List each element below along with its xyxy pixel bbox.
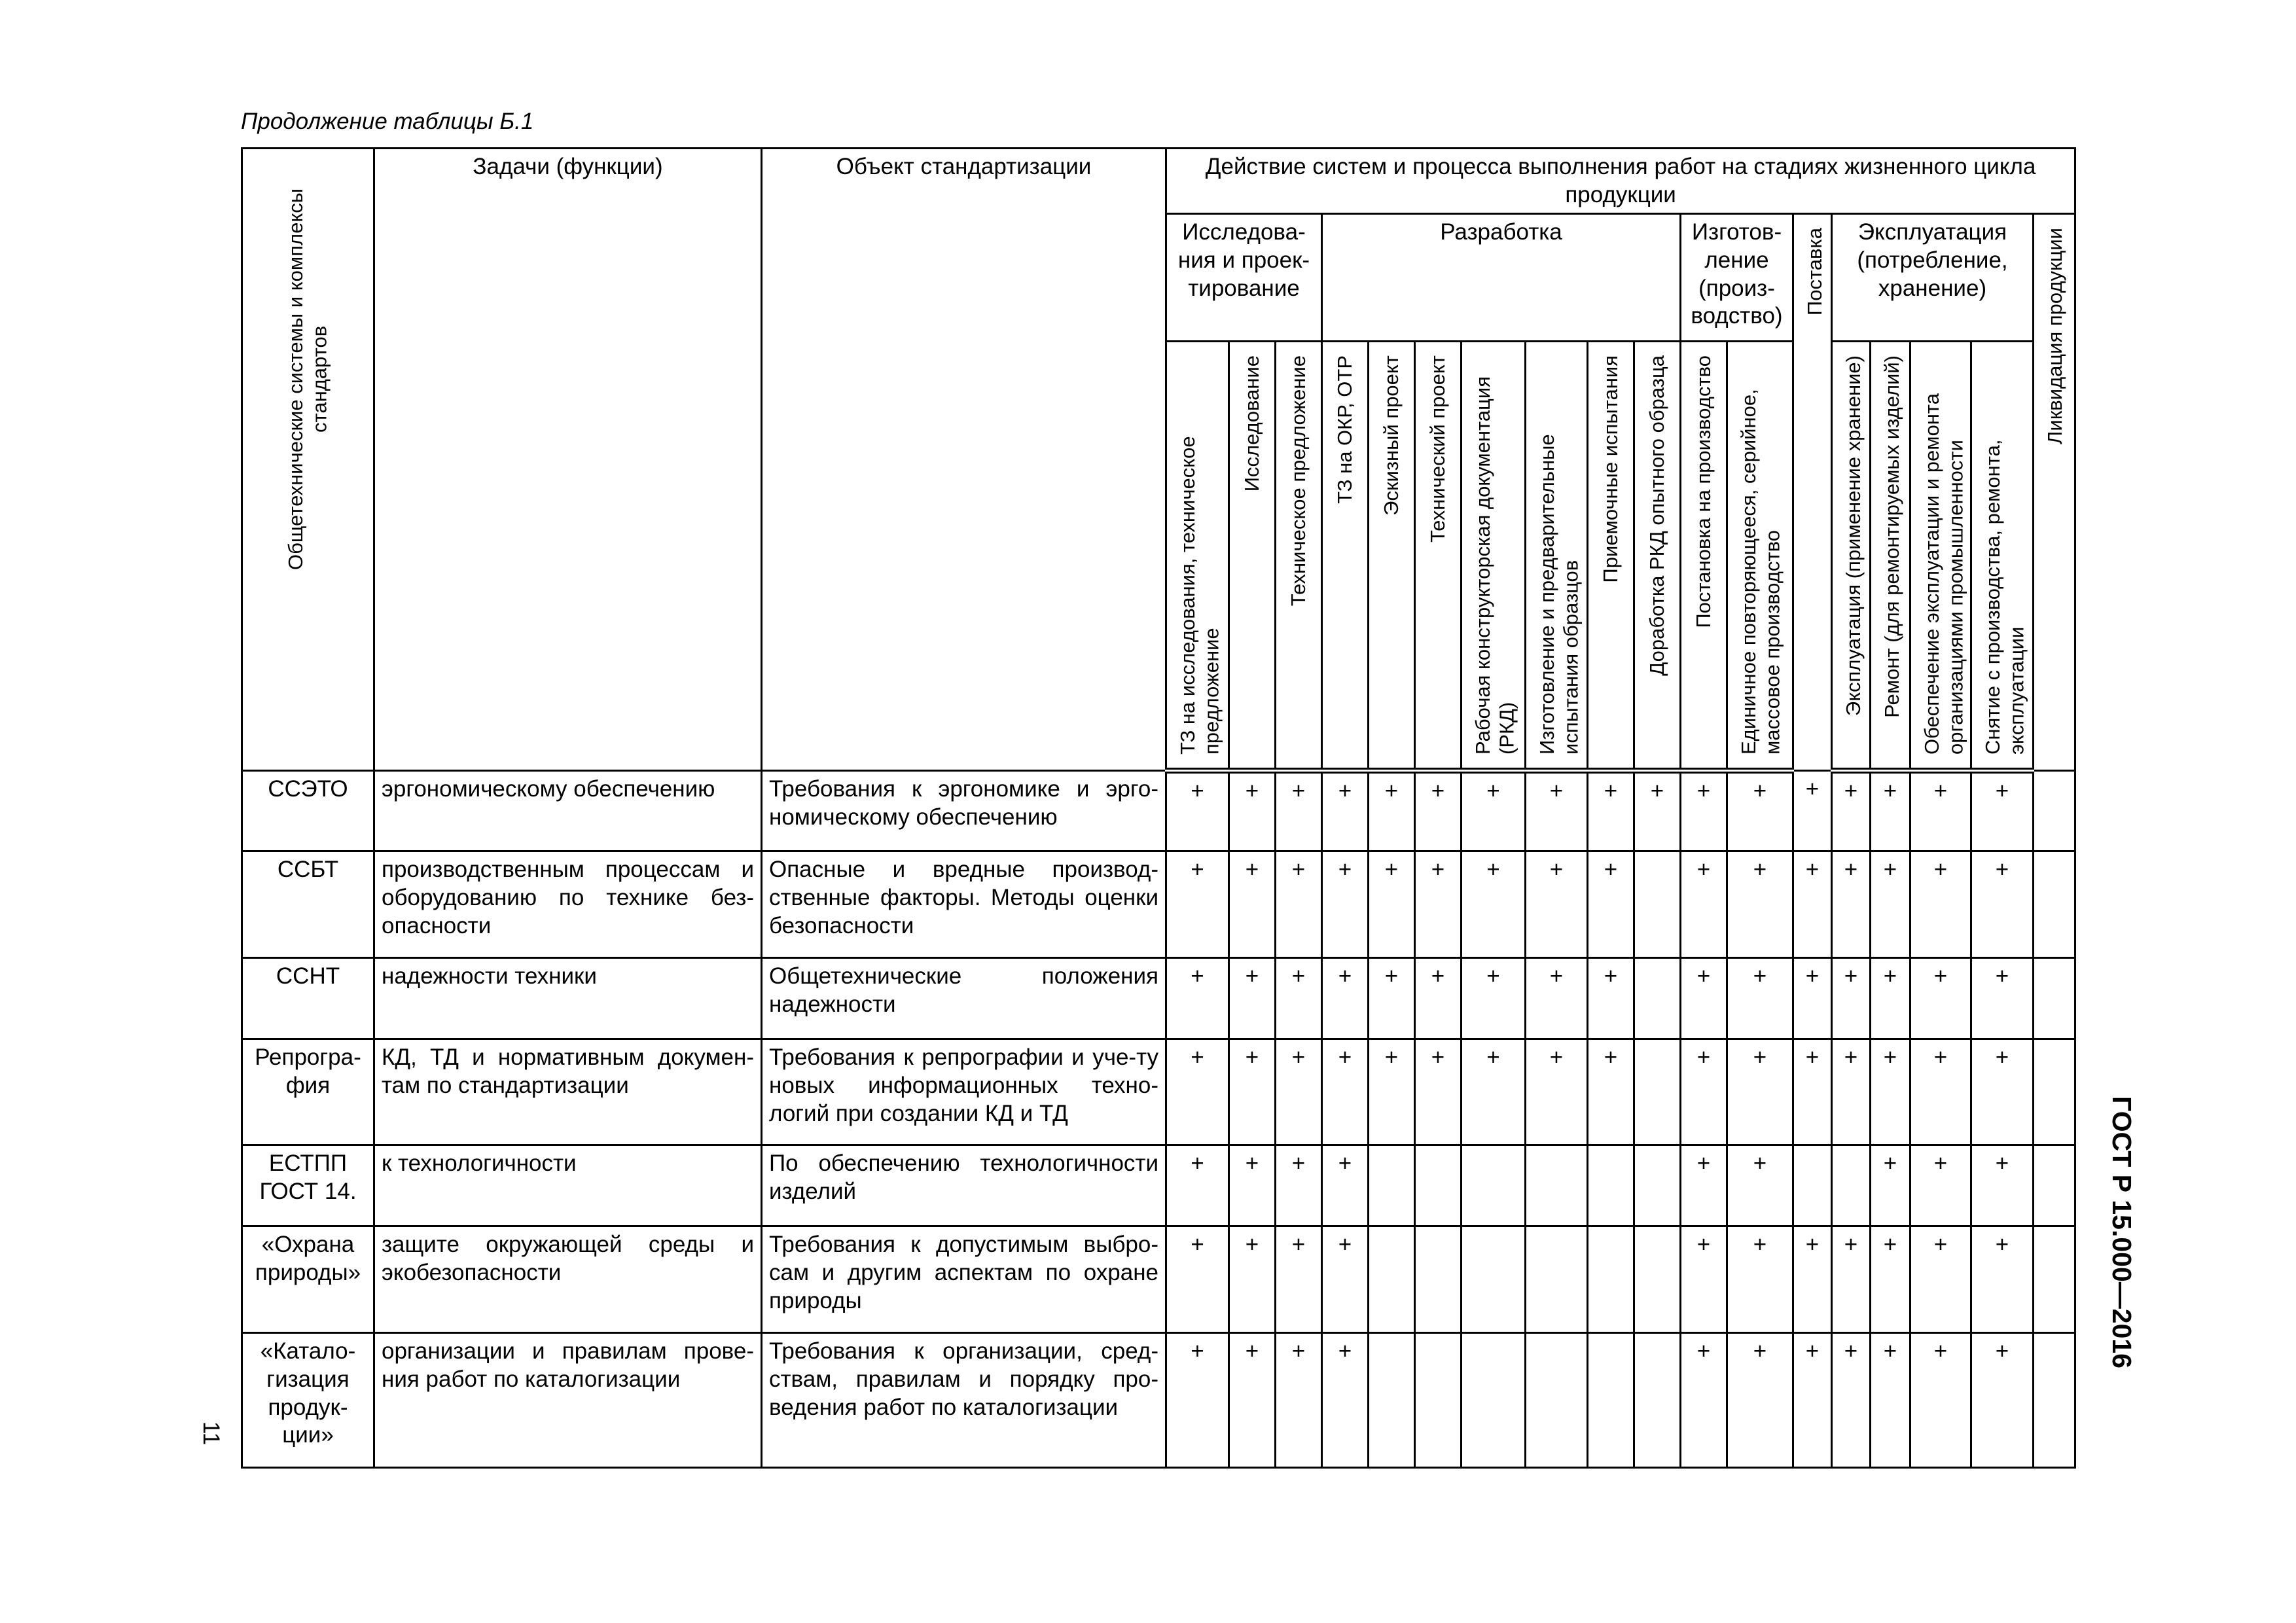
system-cell: ССБТ <box>242 851 374 958</box>
table-row <box>242 1333 2075 1468</box>
mark-cell: + <box>1910 1145 1971 1226</box>
mark-cell: + <box>1971 1226 2034 1333</box>
mark-cell <box>1634 851 1681 958</box>
mark-cell: + <box>1588 771 1634 851</box>
mark-cell <box>2034 851 2075 958</box>
mark-cell: + <box>1832 1039 1871 1145</box>
mark-cell: + <box>1871 1145 1910 1226</box>
mark-cell <box>1415 1333 1462 1468</box>
task-cell: производственным процессам и оборудованию по технике без-опасности <box>374 851 762 958</box>
mark-cell: + <box>1871 958 1910 1039</box>
stage-header: Ремонт (для ремонтируемых изделий) <box>1871 342 1910 771</box>
mark-cell: + <box>1415 1039 1462 1145</box>
stage-header: Изготовление и предварительные испытания образцов <box>1526 342 1588 771</box>
mark-cell: + <box>1971 851 2034 958</box>
mark-cell <box>2034 1145 2075 1226</box>
mark-cell: + <box>1526 1039 1588 1145</box>
mark-cell: + <box>1322 771 1369 851</box>
mark-cell <box>2034 1333 2075 1468</box>
mark-cell: + <box>1910 771 1971 851</box>
mark-cell: + <box>1681 958 1727 1039</box>
mark-cell: + <box>1910 851 1971 958</box>
mark-cell: + <box>1415 771 1462 851</box>
mark-cell: + <box>1681 1145 1727 1226</box>
table-row <box>242 1039 2075 1145</box>
mark-cell: + <box>1910 1333 1971 1468</box>
mark-cell: + <box>1681 1333 1727 1468</box>
mark-cell: + <box>1276 1145 1322 1226</box>
stage-header: Исследование <box>1229 342 1276 771</box>
mark-cell: + <box>1910 1039 1971 1145</box>
stage-header: Технический проект <box>1415 342 1462 771</box>
mark-cell: + <box>1229 1226 1276 1333</box>
mark-cell: + <box>1871 851 1910 958</box>
header-object: Объект стандартизации <box>762 149 1166 771</box>
mark-cell: + <box>1871 1226 1910 1333</box>
header-tasks: Задачи (функции) <box>374 149 762 771</box>
mark-cell <box>1369 1333 1415 1468</box>
task-cell: надежности техники <box>374 958 762 1039</box>
table-row <box>242 958 2075 1039</box>
task-cell: защите окружающей среды и экобезопасности <box>374 1226 762 1333</box>
mark-cell <box>1588 1145 1634 1226</box>
mark-cell: + <box>1793 851 1832 958</box>
table-row <box>242 1226 2075 1333</box>
mark-cell: + <box>1681 1226 1727 1333</box>
mark-cell <box>1415 1145 1462 1226</box>
mark-cell: + <box>1588 958 1634 1039</box>
mark-cell: + <box>1166 1226 1229 1333</box>
mark-cell: + <box>1166 1039 1229 1145</box>
task-cell: эргономическому обеспечению <box>374 771 762 851</box>
mark-cell: + <box>1322 1039 1369 1145</box>
mark-cell: + <box>1229 771 1276 851</box>
mark-cell <box>2034 1039 2075 1145</box>
mark-cell: + <box>1369 958 1415 1039</box>
mark-cell <box>1462 1145 1526 1226</box>
stage-header: Эксплуатация (применение хранение) <box>1832 342 1871 771</box>
mark-cell: + <box>1727 851 1793 958</box>
mark-cell: + <box>1322 1145 1369 1226</box>
system-cell: «Охрана природы» <box>242 1226 374 1333</box>
mark-cell: + <box>1229 958 1276 1039</box>
mark-cell: + <box>1322 1226 1369 1333</box>
mark-cell: + <box>1832 771 1871 851</box>
mark-cell: + <box>1166 1333 1229 1468</box>
stage-header: Поставка <box>1793 214 1832 771</box>
mark-cell: + <box>1971 771 2034 851</box>
mark-cell <box>1634 1145 1681 1226</box>
stage-header: ТЗ на исследования, техническое предложение <box>1166 342 1229 771</box>
mark-cell: + <box>1727 1039 1793 1145</box>
document-code: ГОСТ Р 15.000—2016 <box>2107 1096 2137 1368</box>
mark-cell: + <box>1588 1039 1634 1145</box>
object-cell: Требования к репрографии и уче-ту новых информационных техно-логий при создании КД и ТД <box>762 1039 1166 1145</box>
mark-cell: + <box>1971 958 2034 1039</box>
table-row <box>242 1145 2075 1226</box>
mark-cell <box>1588 1333 1634 1468</box>
mark-cell: + <box>1832 851 1871 958</box>
mark-cell: + <box>1276 958 1322 1039</box>
system-cell: ЕСТПП ГОСТ 14. <box>242 1145 374 1226</box>
object-cell: По обеспечению технологичности изделий <box>762 1145 1166 1226</box>
mark-cell: + <box>1276 1226 1322 1333</box>
mark-cell: + <box>1369 771 1415 851</box>
mark-cell: + <box>1727 958 1793 1039</box>
mark-cell: + <box>1229 851 1276 958</box>
mark-cell: + <box>1462 958 1526 1039</box>
mark-cell: + <box>1526 851 1588 958</box>
mark-cell: + <box>1526 958 1588 1039</box>
mark-cell: + <box>1166 1145 1229 1226</box>
mark-cell <box>1369 1145 1415 1226</box>
mark-cell: + <box>1166 771 1229 851</box>
group-operation: Эксплуатация (потребление, хранение) <box>1832 214 2034 342</box>
object-cell: Требования к допустимым выбро-сам и другим аспектам по охране природы <box>762 1226 1166 1333</box>
group-development: Разработка <box>1322 214 1681 342</box>
object-cell: Общетехнические положения надежности <box>762 958 1166 1039</box>
mark-cell: + <box>1832 958 1871 1039</box>
object-cell: Требования к организации, сред-ствам, правилам и порядку про-ведения работ по каталогизации <box>762 1333 1166 1468</box>
mark-cell: + <box>1276 771 1322 851</box>
mark-cell: + <box>1369 1039 1415 1145</box>
standards-table <box>241 147 2076 1469</box>
mark-cell: + <box>1793 1333 1832 1468</box>
table-row <box>242 771 2075 851</box>
mark-cell: + <box>1727 1333 1793 1468</box>
mark-cell <box>1634 1226 1681 1333</box>
system-cell: ССНТ <box>242 958 374 1039</box>
mark-cell: + <box>1588 851 1634 958</box>
task-cell: к технологичности <box>374 1145 762 1226</box>
mark-cell <box>1793 1145 1832 1226</box>
mark-cell: + <box>1871 1039 1910 1145</box>
mark-cell: + <box>1832 1333 1871 1468</box>
mark-cell: + <box>1971 1145 2034 1226</box>
mark-cell: + <box>1229 1145 1276 1226</box>
mark-cell <box>1462 1333 1526 1468</box>
table-row <box>242 851 2075 958</box>
mark-cell <box>1634 1333 1681 1468</box>
mark-cell: + <box>1871 1333 1910 1468</box>
mark-cell: + <box>1727 1226 1793 1333</box>
mark-cell: + <box>1229 1039 1276 1145</box>
mark-cell: + <box>1793 771 1832 851</box>
mark-cell: + <box>1910 958 1971 1039</box>
system-cell: «Катало-гизация продук-ции» <box>242 1333 374 1468</box>
mark-cell <box>1526 1226 1588 1333</box>
header-systems: Общетехнические системы и комплексы стандартов <box>242 149 374 771</box>
stage-header: Приемочные испытания <box>1588 342 1634 771</box>
mark-cell <box>1832 1145 1871 1226</box>
stage-header: Техническое предложение <box>1276 342 1322 771</box>
mark-cell: + <box>1971 1333 2034 1468</box>
mark-cell: + <box>1276 851 1322 958</box>
system-cell: Репрогра-фия <box>242 1039 374 1145</box>
mark-cell: + <box>1369 851 1415 958</box>
stage-header: ТЗ на ОКР, ОТР <box>1322 342 1369 771</box>
task-cell: КД, ТД и нормативным докумен-там по стандартизации <box>374 1039 762 1145</box>
task-cell: организации и правилам прове-ния работ по каталогизации <box>374 1333 762 1468</box>
mark-cell: + <box>1681 851 1727 958</box>
stage-header: Снятие с производства, ремонта, эксплуатации <box>1971 342 2034 771</box>
mark-cell <box>2034 1226 2075 1333</box>
mark-cell: + <box>1229 1333 1276 1468</box>
stage-header: Эскизный проект <box>1369 342 1415 771</box>
mark-cell: + <box>1322 1333 1369 1468</box>
mark-cell: + <box>1871 771 1910 851</box>
mark-cell: + <box>1681 771 1727 851</box>
system-cell: ССЭТО <box>242 771 374 851</box>
mark-cell <box>1526 1145 1588 1226</box>
mark-cell <box>2034 771 2075 851</box>
mark-cell: + <box>1526 771 1588 851</box>
mark-cell: + <box>1276 1039 1322 1145</box>
header-lifecycle: Действие систем и процесса выполнения работ на стадиях жизненного цикла продукции <box>1166 149 2075 214</box>
object-cell: Опасные и вредные производ-ственные факторы. Методы оценки безопасности <box>762 851 1166 958</box>
mark-cell: + <box>1462 771 1526 851</box>
mark-cell: + <box>1727 1145 1793 1226</box>
mark-cell <box>1588 1226 1634 1333</box>
mark-cell <box>1462 1226 1526 1333</box>
table-body <box>242 771 2075 1468</box>
mark-cell: + <box>1681 1039 1727 1145</box>
mark-cell: + <box>1910 1226 1971 1333</box>
stage-header: Доработка РКД опытного образца <box>1634 342 1681 771</box>
stage-header: Рабочая конструкторская документация (РКД) <box>1462 342 1526 771</box>
mark-cell: + <box>1634 771 1681 851</box>
stage-header: Обеспечение эксплуатации и ремонта организациями промышленности <box>1910 342 1971 771</box>
stage-header: Постановка на производство <box>1681 342 1727 771</box>
mark-cell <box>1634 958 1681 1039</box>
stage-header: Ликвидация продукции <box>2034 214 2075 771</box>
mark-cell: + <box>1793 1226 1832 1333</box>
mark-cell: + <box>1166 851 1229 958</box>
group-manufacturing: Изготов-ление (произ-водство) <box>1681 214 1793 342</box>
mark-cell: + <box>1166 958 1229 1039</box>
object-cell: Требования к эргономике и эрго-номическому обеспечению <box>762 771 1166 851</box>
mark-cell: + <box>1276 1333 1322 1468</box>
mark-cell: + <box>1462 1039 1526 1145</box>
mark-cell <box>1369 1226 1415 1333</box>
mark-cell: + <box>1462 851 1526 958</box>
table-caption: Продолжение таблицы Б.1 <box>241 109 534 134</box>
mark-cell: + <box>1322 851 1369 958</box>
mark-cell <box>1415 1226 1462 1333</box>
mark-cell: + <box>1415 958 1462 1039</box>
group-research: Исследова-ния и проек-тирование <box>1166 214 1322 342</box>
stage-header: Единичное повторяющееся, серийное, массовое производство <box>1727 342 1793 771</box>
page-number: 11 <box>198 1421 224 1446</box>
mark-cell: + <box>1971 1039 2034 1145</box>
mark-cell: + <box>1727 771 1793 851</box>
mark-cell: + <box>1793 1039 1832 1145</box>
mark-cell <box>2034 958 2075 1039</box>
mark-cell: + <box>1793 958 1832 1039</box>
mark-cell: + <box>1832 1226 1871 1333</box>
mark-cell <box>1634 1039 1681 1145</box>
mark-cell: + <box>1415 851 1462 958</box>
mark-cell: + <box>1322 958 1369 1039</box>
mark-cell <box>1526 1333 1588 1468</box>
